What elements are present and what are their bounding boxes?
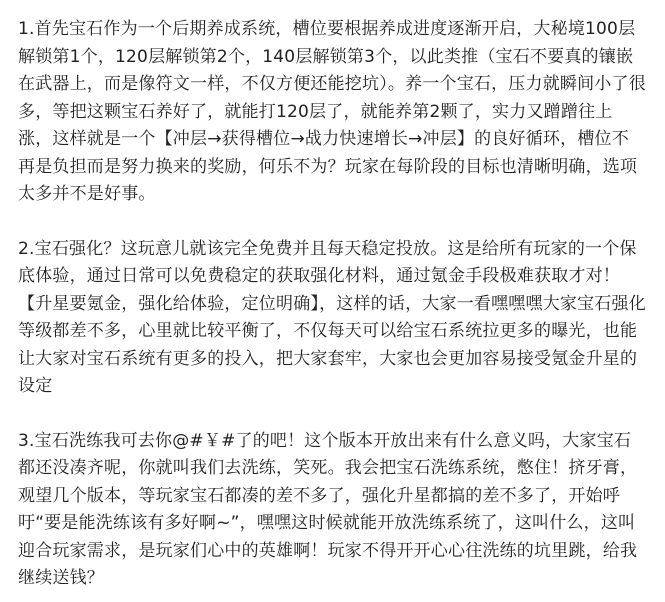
- paragraph-spacer: [18, 401, 646, 428]
- paragraph-gem-enhance: 2.宝石强化？这玩意儿就该完全免费并且每天稳定投放。这是给所有玩家的一个保底体验，通过日常可以免费稳定的获取强化材料，通过氪金手段极难获取才对！【升星要氪金，强化给体验，定位明确】，这样的话，大家一看嘿嘿嘿大家宝石强化等级都差不多，心里就比较平衡了，不仅每天可以给宝石系统拉更多的曝光，也能让大家对宝石系统有更多的投入，把大家套牢，大家也会更加容易接受氪金升星的设定: [18, 238, 646, 396]
- article-body: [18, 16, 646, 593]
- paragraph-spacer: [18, 209, 646, 236]
- paragraph-gem-reforge: 3.宝石洗练我可去你@#￥#了的吧！这个版本开放出来有什么意义吗，大家宝石都还没凑齐呢，你就叫我们去洗练，笑死。我会把宝石洗练系统，憋住！挤牙膏，观望几个版本，等玩家宝石都凑的差不多了，强化升星都搞的差不多了，开始呼吁“要是能洗练该有多好啊~”，嘿嘿这时候就能开放洗练系统了，这叫什么，这叫迎合玩家需求，是玩家们心中的英雄啊！玩家不得开开心心往洗练的坑里跳，给我继续送钱？: [18, 430, 638, 588]
- paragraph-gem-slots: 1.首先宝石作为一个后期养成系统，槽位要根据养成进度逐渐开启，大秘境100层解锁第1个，120层解锁第2个，140层解锁第3个，以此类推（宝石不要真的镶嵌在武器上，而是像符文一样，不仅方便还能挖坑）。养一个宝石，压力就瞬间小了很多，等把这颗宝石养好了，就能打120层了，就能养第2颗了，实力又蹭蹭往上涨，这样就是一个【冲层→获得槽位→战力快速增长→冲层】的良好循环，槽位不再是负担而是努力换来的奖励，何乐不为？玩家在每阶段的目标也清晰明确，选项太多并不是好事。: [18, 19, 646, 204]
